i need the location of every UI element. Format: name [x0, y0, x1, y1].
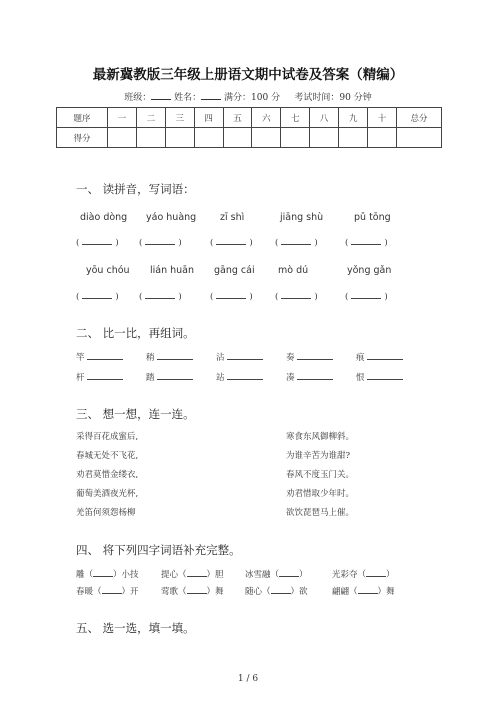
score-cell[interactable] [397, 128, 442, 148]
score-cell[interactable] [368, 128, 397, 148]
idiom-prefix: 光彩夺（ [332, 570, 367, 580]
class-label: 班级： [124, 93, 152, 103]
idiom-item[interactable] [161, 585, 224, 597]
table-cell: 七 [281, 108, 310, 128]
name-label: 姓名： [174, 93, 202, 103]
pinyin: jiāng shù [280, 212, 324, 223]
poem-line-left[interactable]: 采得百花成蜜后, [76, 432, 139, 442]
page-number: 1 / 6 [237, 674, 259, 684]
word-char: 稍 [146, 353, 155, 363]
word-char: 奏 [286, 353, 295, 363]
idiom-item[interactable] [245, 585, 308, 597]
exam-time: 考试时间：90 分钟 [294, 93, 372, 103]
word-item[interactable] [356, 350, 403, 363]
idiom-suffix: ）欲 [290, 587, 308, 597]
table-cell: 二 [136, 108, 165, 128]
poem-line-left[interactable]: 劝君莫惜金缕衣, [76, 470, 139, 480]
pinyin: yǒng gǎn [347, 265, 392, 276]
idiom-suffix: ）胆 [206, 570, 224, 580]
page-title: 最新冀教版三年级上册语文期中试卷及答案（精编） [92, 67, 404, 83]
pinyin: yōu chóu [86, 265, 130, 276]
table-cell: 总分 [397, 108, 442, 128]
word-char: 凑 [286, 373, 295, 383]
pinyin: zī shì [220, 212, 245, 223]
score-cell[interactable] [136, 128, 165, 148]
score-cell[interactable] [310, 128, 339, 148]
word-item[interactable] [76, 370, 123, 383]
idiom-prefix: 随心（ [245, 587, 271, 597]
table-cell: 四 [194, 108, 223, 128]
score-table [56, 107, 442, 148]
score-cell[interactable] [165, 128, 194, 148]
pinyin: gāng cái [214, 265, 255, 276]
idiom-suffix: ） [386, 570, 395, 580]
word-char: 恨 [356, 373, 365, 383]
answer-blank[interactable]: ( ) [76, 292, 119, 302]
word-char: 杆 [76, 373, 85, 383]
answer-blank[interactable]: ( ) [210, 292, 253, 302]
word-item[interactable] [356, 370, 403, 383]
word-char: 痕 [356, 353, 365, 363]
exam-info [0, 90, 496, 103]
word-item[interactable] [286, 370, 333, 383]
answer-blank[interactable]: ( ) [210, 238, 253, 248]
section-2-heading: 二、 比一比，再组词。 [76, 326, 195, 340]
poem-line-left[interactable]: 春城无处不飞花, [76, 451, 139, 461]
section-5-heading: 五、 选一选，填一填。 [76, 621, 195, 635]
poem-line-right[interactable]: 寒食东风御柳斜。 [286, 432, 355, 442]
table-cell: 三 [165, 108, 194, 128]
idiom-suffix: ） [299, 570, 308, 580]
answer-blank[interactable]: ( ) [139, 238, 182, 248]
idiom-item[interactable] [76, 568, 139, 580]
score-cell[interactable] [339, 128, 368, 148]
table-cell: 九 [339, 108, 368, 128]
answer-blank[interactable]: ( ) [345, 238, 388, 248]
score-cell[interactable] [223, 128, 252, 148]
table-cell: 题序 [57, 108, 108, 128]
word-char: 竿 [76, 353, 85, 363]
table-cell: 六 [252, 108, 281, 128]
poem-line-right[interactable]: 劝君惜取少年时。 [286, 489, 355, 499]
word-char: 沾 [216, 353, 225, 363]
answer-blank[interactable]: ( ) [275, 238, 318, 248]
idiom-prefix: 春暖（ [76, 587, 102, 597]
answer-blank[interactable]: ( ) [139, 292, 182, 302]
word-item[interactable] [146, 370, 193, 383]
word-item[interactable] [146, 350, 193, 363]
poem-line-left[interactable]: 葡萄美酒夜光杯, [76, 489, 139, 499]
word-item[interactable] [216, 350, 263, 363]
table-cell: 一 [108, 108, 137, 128]
idiom-prefix: 雕（ [76, 570, 94, 580]
word-item[interactable] [216, 370, 263, 383]
word-item[interactable] [76, 350, 123, 363]
idiom-prefix: 冰雪融（ [245, 570, 280, 580]
table-cell: 十 [368, 108, 397, 128]
idiom-item[interactable] [332, 568, 395, 580]
idiom-suffix: ）开 [121, 587, 139, 597]
answer-blank[interactable]: ( ) [275, 292, 318, 302]
idiom-item[interactable] [245, 568, 308, 580]
score-table-header-row [57, 108, 442, 128]
pinyin: diào dòng [80, 212, 128, 223]
poem-line-right[interactable]: 为谁辛苦为谁甜? [286, 451, 351, 461]
answer-blank[interactable]: ( ) [345, 292, 388, 302]
full-score: 满分：100 分 [224, 93, 281, 103]
score-cell[interactable] [194, 128, 223, 148]
idiom-suffix: ）小技 [113, 570, 139, 580]
idiom-item[interactable] [76, 585, 139, 597]
section-4-heading: 四、 将下列四字词语补充完整。 [76, 543, 241, 557]
section-3-heading: 三、 想一想，连一连。 [76, 407, 195, 421]
idiom-prefix: 莺歌（ [161, 587, 187, 597]
word-char: 踏 [146, 373, 155, 383]
pinyin: lián huān [150, 265, 195, 276]
class-blank [151, 90, 171, 100]
pinyin: mò dú [278, 265, 309, 276]
idiom-suffix: ）舞 [377, 587, 395, 597]
answer-blank[interactable]: ( ) [76, 238, 119, 248]
word-item[interactable] [286, 350, 333, 363]
poem-line-right[interactable]: 春风不度玉门关。 [286, 470, 355, 480]
word-char: 站 [216, 373, 225, 383]
section-1-heading: 一、 读拼音，写词语： [76, 182, 195, 196]
poem-line-left[interactable]: 羌笛何须怨杨柳 [76, 508, 136, 518]
idiom-suffix: ）舞 [206, 587, 224, 597]
idiom-prefix: 翩翩（ [332, 587, 358, 597]
table-cell: 五 [223, 108, 252, 128]
score-cell[interactable] [252, 128, 281, 148]
idiom-item[interactable] [332, 585, 395, 597]
idiom-prefix: 提心（ [161, 570, 187, 580]
table-cell: 得分 [57, 128, 108, 148]
idiom-item[interactable] [161, 568, 224, 580]
table-cell: 八 [310, 108, 339, 128]
pinyin: pǔ tōng [354, 212, 391, 223]
score-table-score-row [57, 128, 442, 148]
poem-line-right[interactable]: 欲饮琵琶马上催。 [286, 508, 355, 518]
pinyin: yáo huàng [146, 212, 197, 223]
name-blank [201, 90, 221, 100]
score-cell[interactable] [108, 128, 137, 148]
score-cell[interactable] [281, 128, 310, 148]
